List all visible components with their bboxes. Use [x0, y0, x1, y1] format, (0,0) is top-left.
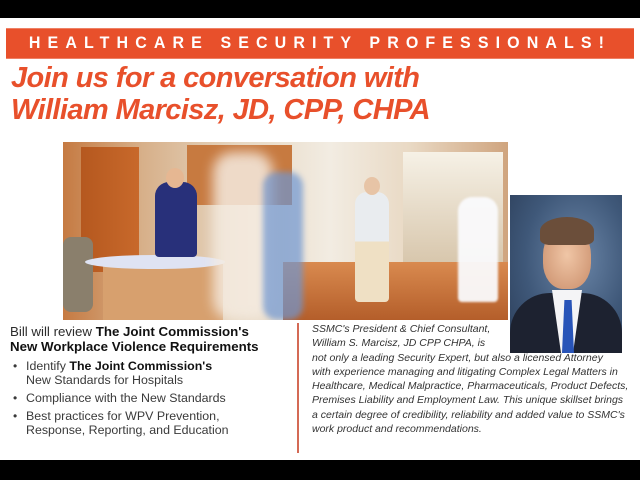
banner [6, 28, 634, 58]
flyer-page [0, 18, 640, 460]
blurred-nurse-figure [263, 172, 303, 320]
chair-shape [63, 237, 93, 312]
bio-paragraph [312, 322, 634, 436]
bio-line: not only a leading Security Expert, but also a licensed Attorney [312, 351, 603, 364]
column-divider [297, 323, 299, 453]
bio-line: Premises Liability and Employment Law. This unique skillset brings [312, 394, 624, 407]
walking-figure-head [364, 177, 380, 195]
bio-line: work product and recommendations. [312, 423, 482, 436]
agenda-column [10, 324, 295, 441]
intro-bold-1: The Joint Commission's [95, 324, 249, 339]
bio-line: William S. Marcisz, JD CPP CHPA, is [312, 337, 486, 350]
desk-top-shape [85, 255, 225, 269]
headline-line-2: William Marcisz, JD, CPP, CHPA [11, 94, 431, 126]
headline [11, 62, 430, 126]
nurse-head [166, 168, 184, 188]
headline-line-1: Join us for a conversation with [11, 62, 420, 94]
agenda-list [10, 359, 295, 437]
agenda-intro [10, 324, 295, 354]
doctor-figure [458, 197, 498, 302]
hospital-hallway-photo [63, 142, 508, 320]
walking-figure [355, 192, 389, 302]
intro-prefix: Bill will review [10, 324, 96, 339]
nurse-figure [155, 182, 197, 257]
bio-line: a certain degree of credibility, reliability and added value to SSMC's [312, 408, 625, 421]
banner-text: HEALTHCARE SECURITY PROFESSIONALS! [28, 34, 612, 52]
intro-bold-2: New Workplace Violence Requirements [10, 339, 259, 354]
list-item: • Compliance with the New Standards [13, 391, 226, 405]
bullet-icon: • [13, 359, 18, 373]
list-item: • Best practices for WPV Prevention, Response, Reporting, and Education [13, 409, 229, 437]
hair-shape [540, 217, 594, 245]
list-item: • Identify The Joint Commission's New Standards for Hospitals [13, 359, 213, 387]
bio-line: SSMC's President & Chief Consultant, [312, 323, 491, 335]
bio-line: Healthcare, Medical Malpractice, Pharmaceuticals, Product Defects, [312, 380, 629, 393]
bullet-icon: • [13, 409, 18, 423]
bullet-icon: • [13, 391, 18, 405]
desk-base-shape [103, 264, 223, 320]
bio-line: with experience managing and litigating Complex Legal Matters in [312, 365, 618, 378]
